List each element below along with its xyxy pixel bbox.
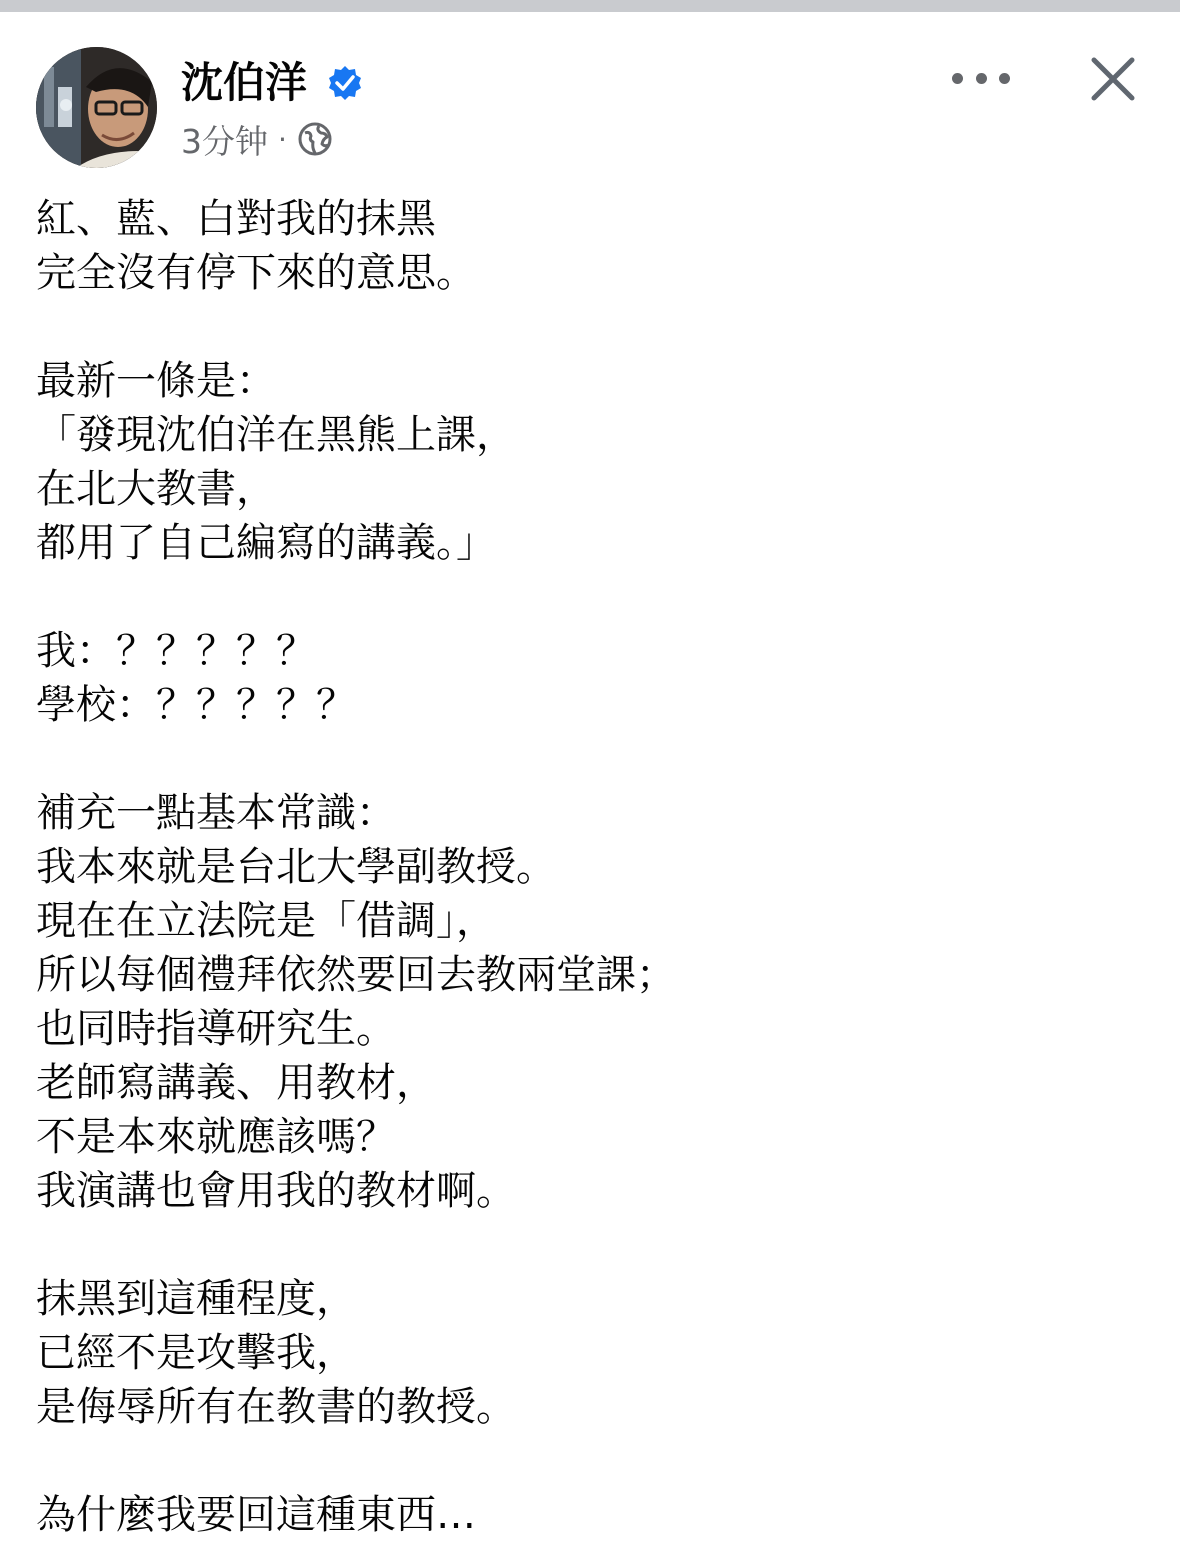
text-line: 已經不是攻擊我， xyxy=(36,1330,356,1376)
text-line: 所以每個禮拜依然要回去教兩堂課； xyxy=(36,952,676,998)
paragraph xyxy=(36,354,1146,570)
text-line: 補充一點基本常識： xyxy=(36,790,396,836)
top-edge-strip xyxy=(0,0,1180,12)
text-line: 我本來就是台北大學副教授。 xyxy=(36,844,556,890)
text-line: 學校：？？？？？ xyxy=(36,682,356,728)
author-name[interactable]: 沈伯洋 xyxy=(181,58,308,107)
text-line: 我演講也會用我的教材啊。 xyxy=(36,1168,516,1214)
meta-separator: · xyxy=(278,122,287,156)
paragraph xyxy=(36,1488,1146,1542)
text-line: 我：？？？？？ xyxy=(36,628,316,674)
close-icon[interactable] xyxy=(1088,54,1138,104)
text-line: 在北大教書， xyxy=(36,466,276,512)
text-line: 抹黑到這種程度， xyxy=(36,1276,356,1322)
text-line: 紅、藍、白對我的抹黑 xyxy=(36,196,436,242)
text-line: 不是本來就應該嗎？ xyxy=(36,1114,396,1160)
more-dot xyxy=(976,73,987,84)
post-meta xyxy=(181,116,333,162)
text-line: 老師寫講義、用教材， xyxy=(36,1060,436,1106)
paragraph xyxy=(36,1272,1146,1434)
paragraph xyxy=(36,786,1146,1218)
text-line: 完全沒有停下來的意思。 xyxy=(36,250,476,296)
text-line: 是侮辱所有在教書的教授。 xyxy=(36,1384,516,1430)
text-line: 「發現沈伯洋在黑熊上課， xyxy=(36,412,516,458)
text-line: 都用了自己編寫的講義。」 xyxy=(36,520,496,566)
post-body xyxy=(36,192,1146,1542)
text-line: 為什麼我要回這種東西… xyxy=(36,1492,476,1538)
avatar[interactable] xyxy=(36,47,157,168)
verified-badge-icon xyxy=(326,64,364,102)
paragraph xyxy=(36,192,1146,300)
post-time[interactable]: 3分钟 xyxy=(181,121,268,161)
more-dot xyxy=(952,73,963,84)
paragraph xyxy=(36,624,1146,732)
text-line: 最新一條是： xyxy=(36,358,276,404)
more-dot xyxy=(999,73,1010,84)
text-line: 也同時指導研究生。 xyxy=(36,1006,396,1052)
more-options-icon[interactable] xyxy=(952,58,1010,98)
text-line: 現在在立法院是「借調」， xyxy=(36,898,496,944)
globe-icon[interactable] xyxy=(297,121,333,157)
